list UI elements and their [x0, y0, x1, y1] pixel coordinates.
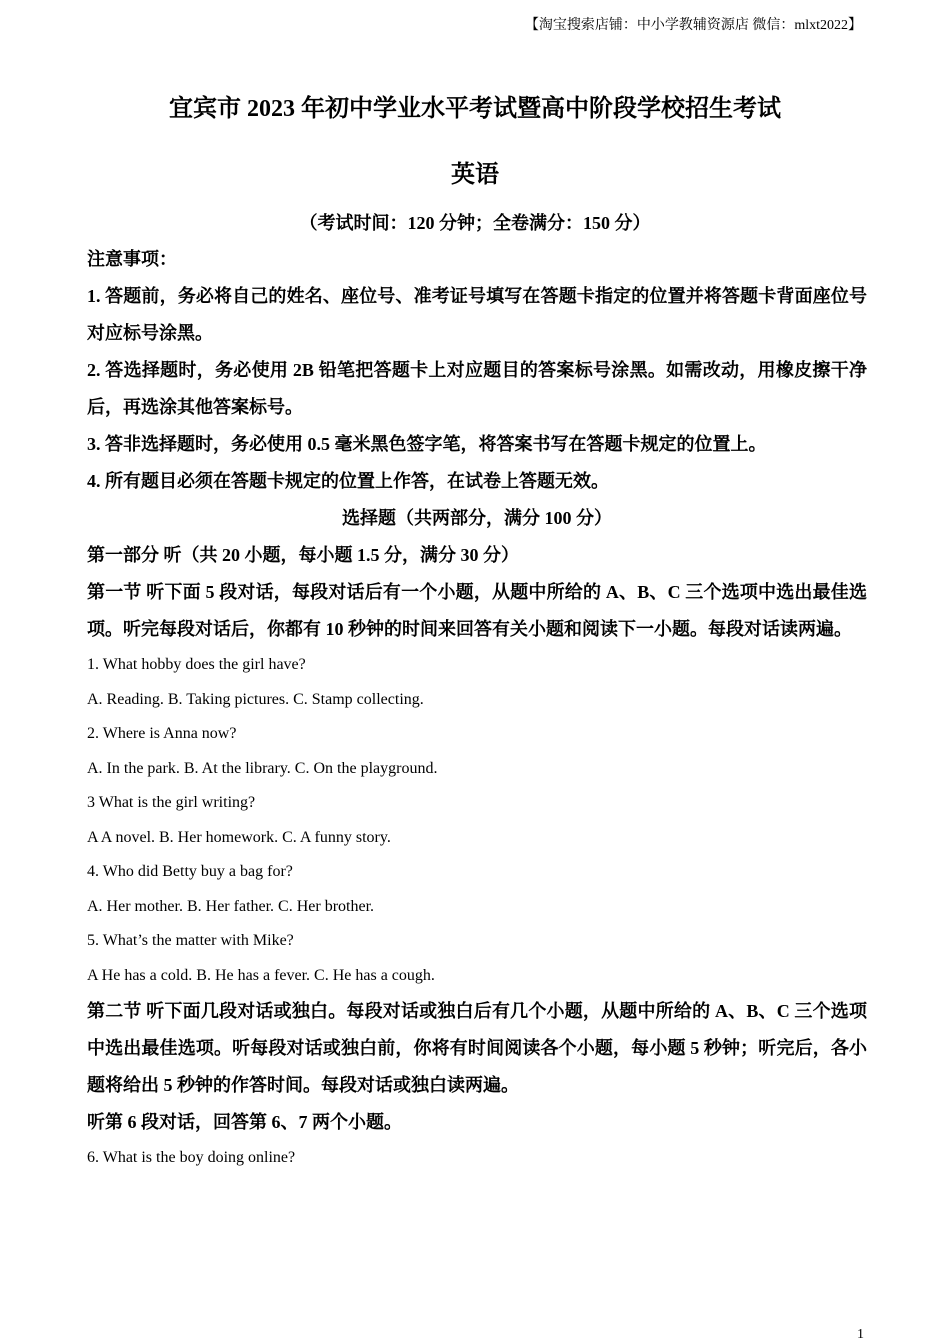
- section1-instructions: 第一节 听下面 5 段对话，每段对话后有一个小题，从题中所给的 A、B、C 三个选项中选出最佳选项。听完每段对话后，你都有 10 秒钟的时间来回答有关小题和阅读下一小题。每段对话读两遍。: [87, 582, 867, 639]
- question-options: A. In the park. B. At the library. C. On the playground.: [87, 759, 438, 777]
- question-stem: 5. What’s the matter with Mike?: [87, 932, 294, 949]
- header-note: 【淘宝搜索店铺：中小学教辅资源店 微信：mlxt2022】: [524, 18, 862, 33]
- question-stem: 6. What is the boy doing online?: [87, 1149, 296, 1166]
- note-item: 4. 所有题目必须在答题卡规定的位置上作答，在试卷上答题无效。: [87, 471, 609, 491]
- page-number: 1: [857, 1327, 864, 1342]
- section-heading: 选择题（共两部分，满分 100 分）: [342, 508, 612, 528]
- exam-content: [87, 241, 867, 1176]
- question-options: A. Reading. B. Taking pictures. C. Stamp collecting.: [87, 690, 424, 708]
- notes-heading: 注意事项：: [87, 249, 177, 269]
- dialogue6-heading: 听第 6 段对话，回答第 6、7 两个小题。: [87, 1112, 402, 1132]
- question-stem: 2. Where is Anna now?: [87, 725, 237, 742]
- exam-info: （考试时间：120 分钟；全卷满分：150 分）: [299, 213, 651, 233]
- part1-heading: 第一部分 听（共 20 小题，每小题 1.5 分，满分 30 分）: [87, 545, 519, 565]
- section2-instructions: 第二节 听下面几段对话或独白。每段对话或独白后有几个小题，从题中所给的 A、B、C 三个选项中选出最佳选项。听每段对话或独白前，你将有时间阅读各个小题，每小题 5 秒钟；听完后，各小题将给出 5 秒钟的作答时间。每段对话或独白读两遍。: [87, 1001, 867, 1095]
- question-options: A. Her mother. B. Her father. C. Her brother.: [87, 897, 375, 915]
- note-item: 1. 答题前，务必将自己的姓名、座位号、准考证号填写在答题卡指定的位置并将答题卡背面座位号对应标号涂黑。: [87, 286, 867, 343]
- note-item: 3. 答非选择题时，务必使用 0.5 毫米黑色签字笔，将答案书写在答题卡规定的位置上。: [87, 434, 767, 454]
- question-stem: 1. What hobby does the girl have?: [87, 656, 306, 673]
- question-options: A A novel. B. Her homework. C. A funny story.: [87, 828, 391, 846]
- question-options: A He has a cold. B. He has a fever. C. He has a cough.: [87, 966, 435, 984]
- question-stem: 3 What is the girl writing?: [87, 794, 256, 811]
- note-item: 2. 答选择题时，务必使用 2B 铅笔把答题卡上对应题目的答案标号涂黑。如需改动，用橡皮擦干净后，再选涂其他答案标号。: [87, 360, 867, 417]
- exam-subject: 英语: [451, 162, 499, 188]
- question-stem: 4. Who did Betty buy a bag for?: [87, 863, 293, 880]
- exam-title: 宜宾市 2023 年初中学业水平考试暨高中阶段学校招生考试: [169, 96, 781, 122]
